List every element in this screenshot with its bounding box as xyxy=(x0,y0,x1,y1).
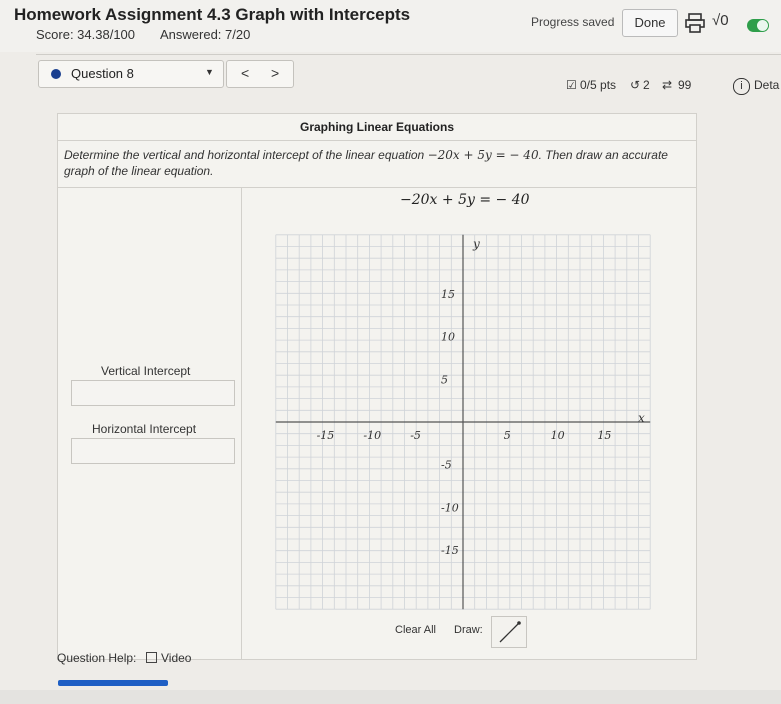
score-text: Score: 34.38/100 xyxy=(36,27,136,42)
details-link[interactable]: Deta xyxy=(754,78,780,92)
x-tick-label: -15 xyxy=(316,429,335,442)
video-icon xyxy=(146,652,157,663)
top-bar xyxy=(0,0,781,52)
answered-text: Answered: 7/20 xyxy=(160,27,251,42)
draw-label: Draw: xyxy=(454,624,483,636)
y-tick-label: -5 xyxy=(441,458,452,472)
retry-icon: ↺ xyxy=(630,78,641,92)
video-help-button[interactable] xyxy=(146,651,191,665)
axes xyxy=(276,235,650,609)
prompt-equation: −20x + 5y = − 40 xyxy=(427,148,539,162)
x-tick-label: 10 xyxy=(550,429,565,442)
clear-all-button[interactable]: Clear All xyxy=(395,624,436,636)
prompt-text-end: . Then draw an accurate graph of the linear equation. xyxy=(64,148,668,178)
question-status-dot xyxy=(51,69,61,79)
x-tick-label: 5 xyxy=(503,429,511,442)
panel-title: Graphing Linear Equations xyxy=(58,114,696,141)
graph-equation: −20x + 5y = − 40 xyxy=(400,192,530,208)
question-prompt xyxy=(64,147,688,179)
vertical-intercept-input[interactable] xyxy=(71,380,235,406)
prompt-text-start: Determine the vertical and horizontal intercept of the linear equation xyxy=(64,148,425,162)
attempts-icon: ⇄ xyxy=(662,78,673,92)
checkbox-icon: ☑ xyxy=(566,78,577,92)
bottom-strip xyxy=(0,690,781,704)
x-axis-label: x xyxy=(638,411,645,425)
x-tick-label: -10 xyxy=(363,429,382,442)
attempts-count: 99 xyxy=(678,78,692,92)
next-question-button[interactable]: > xyxy=(271,65,280,81)
info-icon[interactable]: i xyxy=(733,78,750,95)
y-tick-label: -10 xyxy=(441,501,459,515)
x-tick-label: -5 xyxy=(410,429,421,442)
x-tick-label: 15 xyxy=(597,429,612,442)
chevron-down-icon: ▼ xyxy=(205,67,214,77)
x-tick-labels xyxy=(317,429,612,442)
y-tick-label: -15 xyxy=(441,544,459,558)
question-nav xyxy=(226,60,294,88)
video-label: Video xyxy=(161,651,192,665)
assignment-title: Homework Assignment 4.3 Graph with Intercepts xyxy=(14,5,411,24)
question-panel xyxy=(57,113,697,660)
math-keyboard-icon[interactable]: √0 xyxy=(712,12,729,29)
y-tick-label: 15 xyxy=(441,287,455,301)
question-bar xyxy=(0,56,781,94)
line-tool-button[interactable] xyxy=(491,616,527,648)
retries-count: 2 xyxy=(643,78,650,92)
y-tick-label: 10 xyxy=(441,330,455,344)
question-label: Question 8 xyxy=(71,66,134,81)
graph-canvas[interactable] xyxy=(268,214,668,619)
print-icon[interactable] xyxy=(684,13,706,33)
question-help-label: Question Help: xyxy=(57,651,137,665)
horizontal-intercept-label: Horizontal Intercept xyxy=(92,422,197,436)
header-divider xyxy=(36,54,781,55)
prev-question-button[interactable]: < xyxy=(241,65,250,81)
y-tick-label: 5 xyxy=(441,373,448,387)
points-text: 0/5 pts xyxy=(580,78,617,92)
progress-indicator xyxy=(58,680,168,686)
done-button[interactable]: Done xyxy=(622,9,678,37)
vertical-intercept-label: Vertical Intercept xyxy=(101,364,191,378)
y-axis-label: y xyxy=(473,237,480,251)
progress-status: Progress saved xyxy=(531,15,615,29)
question-select[interactable] xyxy=(38,60,224,88)
answer-column xyxy=(58,188,242,659)
math-toggle[interactable] xyxy=(747,19,769,32)
horizontal-intercept-input[interactable] xyxy=(71,438,235,464)
